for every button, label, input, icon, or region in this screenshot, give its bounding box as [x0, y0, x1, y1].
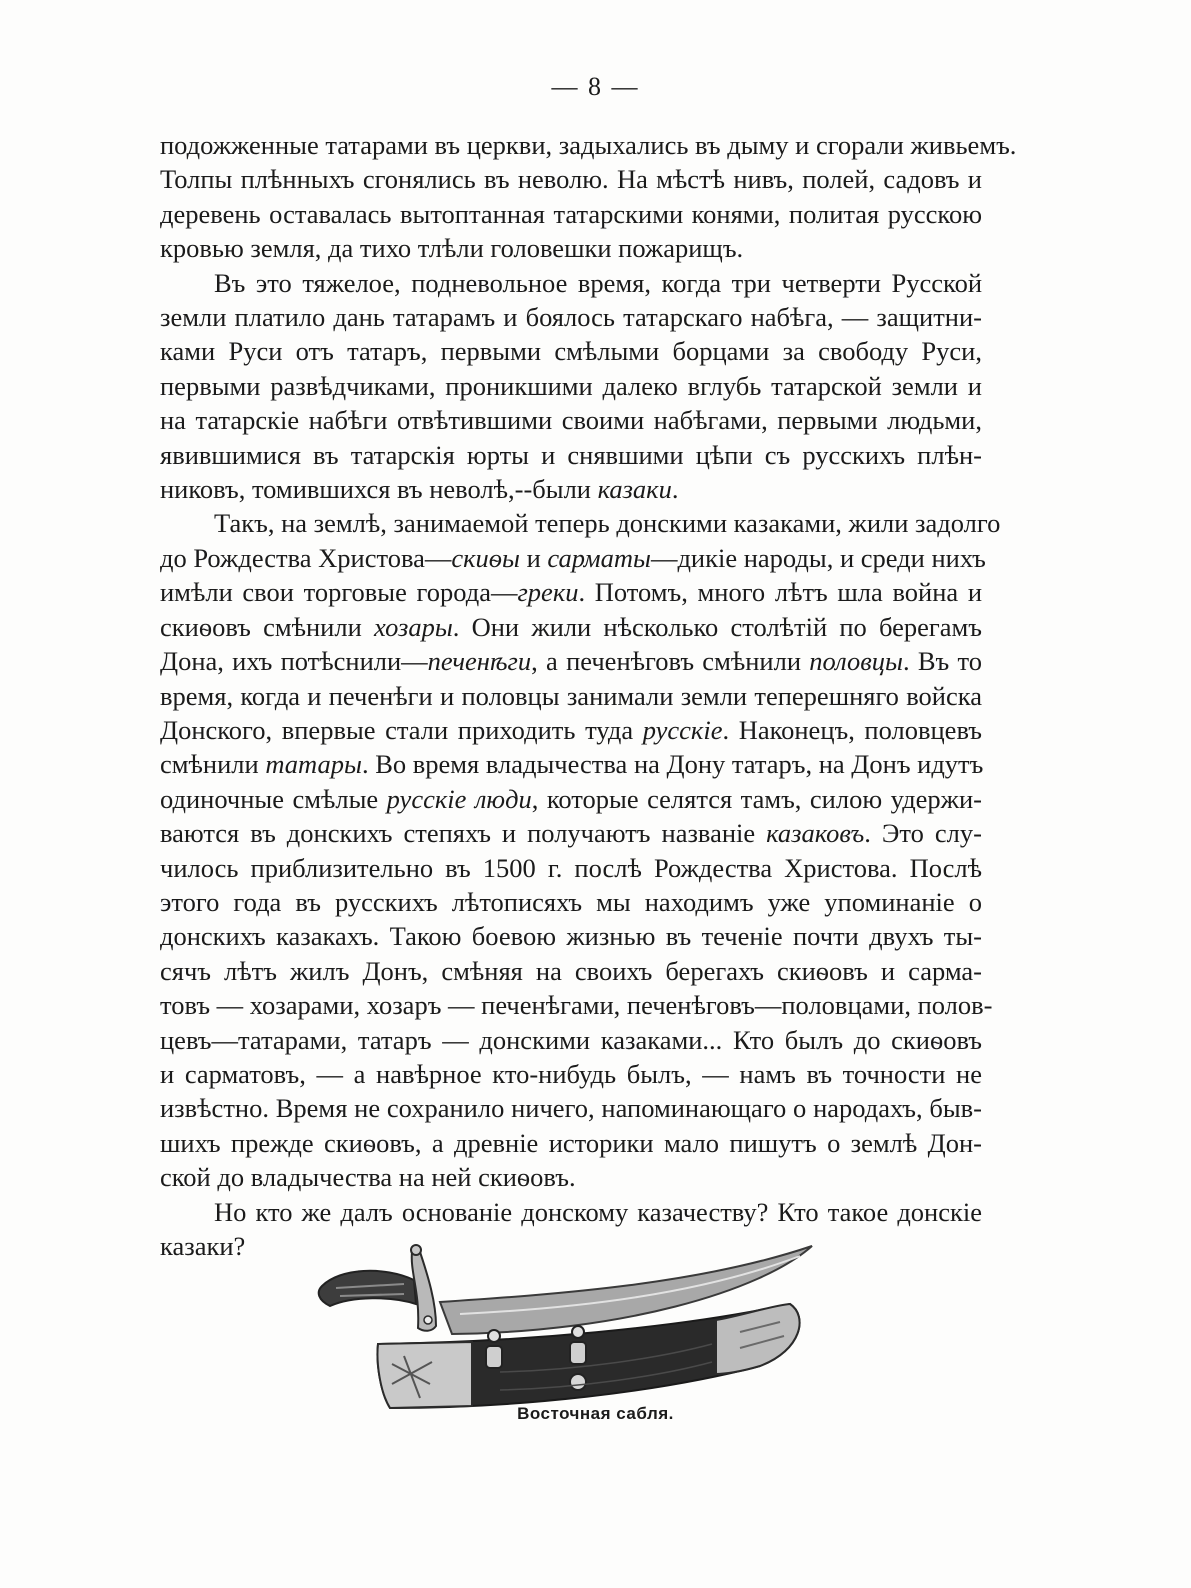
text-line: Толпы плѣнныхъ сгонялись въ неволю. На мѣстѣ нивъ, полей, садовъ и: [160, 164, 982, 195]
text-line: донскихъ казакахъ. Такою боевою жизнью въ теченіе почти двухъ ты-: [160, 921, 982, 952]
text-line: Въ это тяжелое, подневольное время, когда три четверти Русской: [214, 267, 982, 298]
figure-caption: Восточная сабля.: [517, 1404, 674, 1423]
saber-hilt: [319, 1245, 436, 1331]
text-line: кровью земля, да тихо тлѣли головешки пожарищъ.: [160, 233, 744, 264]
text-line: Такъ, на землѣ, занимаемой теперь донскими казаками, жили задолго: [214, 508, 1001, 539]
paragraph: [160, 506, 1001, 1194]
text-line: имѣли свои торговые города—греки. Потомъ, много лѣтъ шла война и: [160, 577, 983, 608]
text-line: извѣстно. Время не сохранило ничего, напоминающаго о народахъ, быв-: [160, 1093, 982, 1124]
text-line: одиночные смѣлые русскіе люди, которые селятся тамъ, силою удержи-: [160, 783, 983, 814]
text-line: подожженные татарами въ церкви, задыхались въ дыму и сгорали живьемъ.: [160, 130, 1017, 160]
text-line: шихъ прежде скиѳовъ, а древніе историки мало пишутъ о землѣ Дон-: [160, 1127, 982, 1158]
text-line: чилось приблизительно въ 1500 г. послѣ Рождества Христова. Послѣ: [160, 852, 982, 883]
page-number: — 8 —: [551, 72, 640, 101]
text-line: этого года въ русскихъ лѣтописяхъ мы находимъ уже упоминаніе о: [160, 886, 982, 917]
text-line: смѣнили татары. Во время владычества на Дону татаръ, на Донъ идутъ: [160, 749, 984, 780]
text-line: ваются въ донскихъ степяхъ и получаютъ названіе казаковъ. Это слу-: [160, 818, 982, 849]
text-line: время, когда и печенѣги и половцы занимали земли теперешняго войска: [160, 680, 982, 711]
body-text: [160, 128, 1017, 1263]
text-line: первыми развѣдчиками, проникшими далеко вглубь татарской земли и: [160, 370, 982, 401]
text-line: никовъ, томившихся въ неволѣ,--были казаки.: [160, 474, 679, 505]
text-line: ской до владычества на ней скиѳовъ.: [160, 1162, 576, 1193]
text-line: ками Руси отъ татаръ, первыми смѣлыми борцами за свободу Руси,: [160, 336, 982, 367]
text-line: и сарматовъ, — а навѣрное кто-нибудь былъ, — намъ въ точности не: [160, 1058, 982, 1089]
paragraph: [160, 128, 1017, 266]
text-line: сячъ лѣтъ жилъ Донъ, смѣняя на своихъ берегахъ скиѳовъ и сарма-: [160, 955, 982, 986]
text-line: скиѳовъ смѣнили хозары. Они жили нѣсколько столѣтій по берегамъ: [160, 611, 982, 642]
text-line: Но кто же далъ основаніе донскому казачеству? Кто такое донскіе: [214, 1196, 982, 1227]
text-line: казаки?: [160, 1231, 246, 1261]
text-line: земли платило дань татарамъ и боялось татарскаго набѣга, — защитни-: [160, 302, 982, 333]
text-line: на татарскіе набѣги отвѣтившими своими набѣгами, первыми людьми,: [160, 405, 982, 436]
text-line: явившимися въ татарскія юрты и снявшими цѣпи съ русскихъ плѣн-: [160, 439, 982, 470]
text-line: до Рождества Христова—скиѳы и сарматы—дикіе народы, и среди нихъ: [160, 542, 986, 573]
text-line: Донского, впервые стали приходить туда русскіе. Наконецъ, половцевъ: [160, 714, 983, 745]
paragraph: [160, 266, 982, 507]
text-line: Дона, ихъ потѣснили—печенѣги, а печенѣговъ смѣнили половцы. Въ то: [160, 646, 982, 677]
text-line: деревень оставалась вытоптанная татарскими конями, политая русскою: [160, 198, 982, 229]
text-line: товъ — хозарами, хозаръ — печенѣгами, печенѣговъ—половцами, полов-: [160, 990, 993, 1021]
text-line: цевъ—татарами, татаръ — донскими казаками... Кто былъ до скиѳовъ: [160, 1024, 982, 1055]
